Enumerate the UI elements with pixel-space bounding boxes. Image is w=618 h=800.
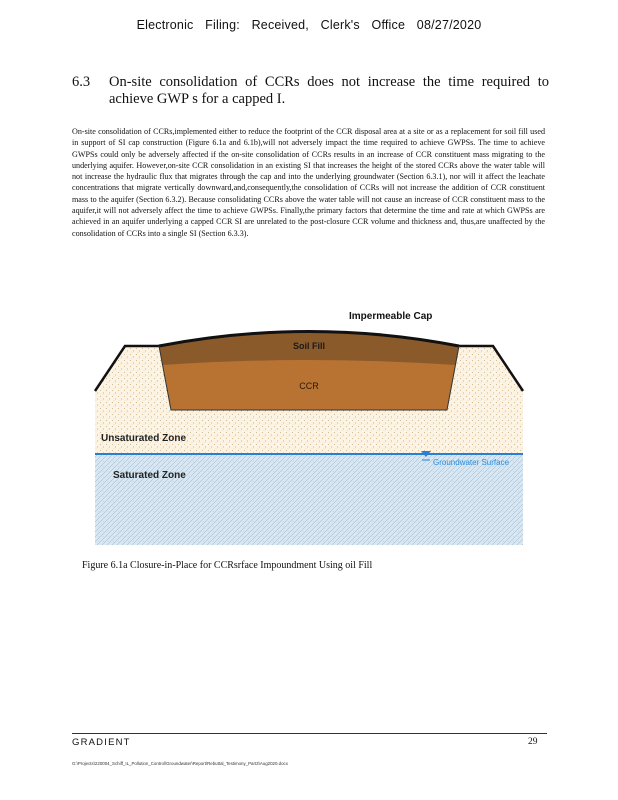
- figure-caption: Figure 6.1a Closure-in-Place for CCRsrface Impoundment Using oil Fill: [82, 560, 373, 571]
- label-ccr: CCR: [299, 381, 319, 391]
- label-groundwater: Groundwater Surface: [433, 458, 510, 467]
- footer-divider: [72, 733, 547, 734]
- label-soil-fill: Soil Fill: [292, 341, 326, 351]
- section-number: 6.3: [72, 74, 91, 90]
- body-paragraph: On-site consolidation of CCRs,implemented either to reduce the footprint of the CCR disposal area at a site or as a replacement for soil fill used in support of SI cap construction (Figure 6.1a and 6.1b),will not adversely impact the time required to achieve GWPSs. The time to achieve GWPSs could only be adversely affected if the on-site consolidation of CCRs results in an increase of CCR constituent mass migrating to the underlying aquifer. However,on-site CCR consolidation in an existing SI that increases the height of the stored CCRs above the water table will not increase the hydraulic flux that migrates through the cap and into the underlying groundwater (Section 6.3.1), nor will it affect the leachate concentrations that migrate vertically downward,and,consequently,the consolidation of CCRs will not increase the addition of CCR constituent mass to the aquifer (Section 6.3.2). Because consolidating CCRs above the water table will not cause an increase of CCR constituent mass to the aquifer,it will not adversely affect the time to achieve GWPSs. Finally,the primary factors that determine the time and rate at which GWPSs are achieved in an aquifer underlying a capped CCR SI are unrelated to the post-closure CCR volume and thickness and, thus,are unaffected by the consolidation of CCRs into a single SI (Section 6.3.3).: [72, 127, 545, 238]
- saturated-zone-fill: [95, 454, 523, 545]
- company-logo: GRADIENT: [72, 737, 131, 748]
- file-path: G:\Projects\220004_Schiff_IL_Pollution_Control\Groundwater\Report\Rebuttal_Testimony_Part3\Aug2020.docx: [72, 761, 288, 766]
- label-cap: Impermeable Cap: [349, 311, 433, 322]
- section-title: On-site consolidation of CCRs does not increase the time required to achieve GWP s for a capped I.: [109, 74, 549, 107]
- page-number: 29: [528, 737, 538, 747]
- closure-figure: [87, 305, 527, 545]
- filing-stamp: Electronic Filing: Received, Clerk's Office 08/27/2020: [136, 18, 482, 32]
- label-unsaturated: Unsaturated Zone: [101, 433, 187, 444]
- label-saturated: Saturated Zone: [113, 470, 186, 481]
